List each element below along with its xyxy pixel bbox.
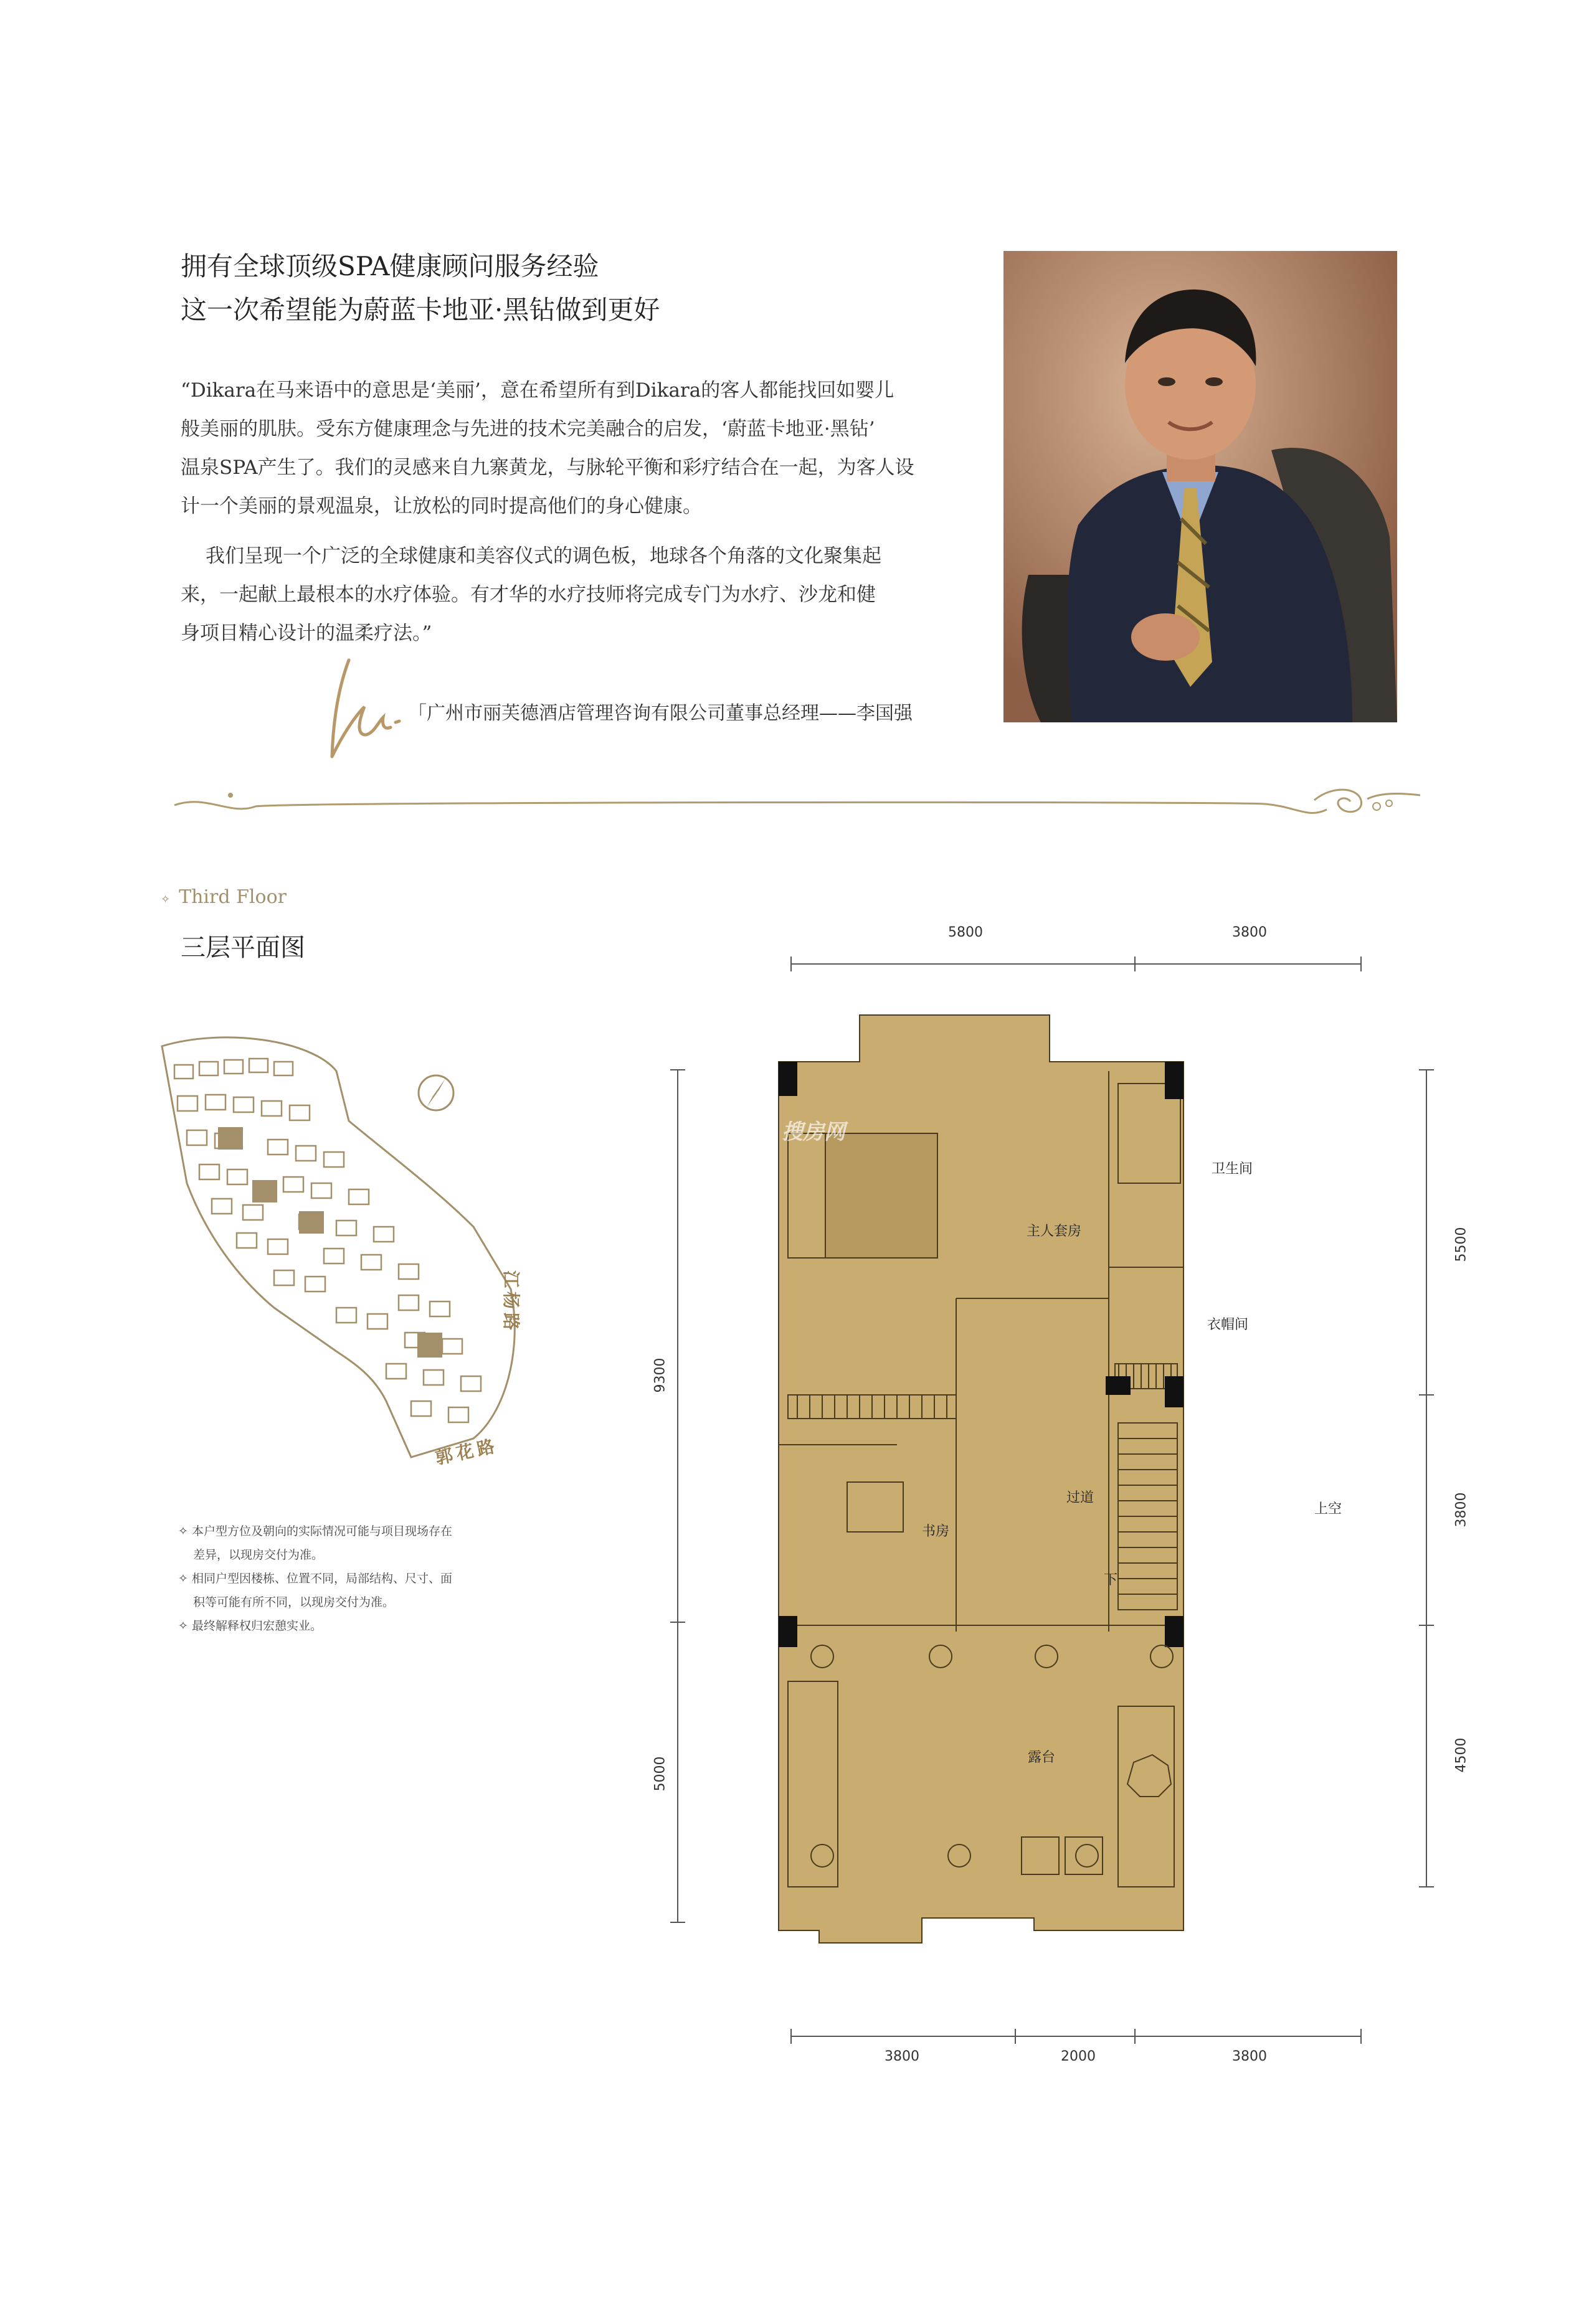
- header-line-2: 这一次希望能为蔚蓝卡地亚·黑钻做到更好: [181, 295, 660, 325]
- dim-bottom-1: 3800: [885, 2049, 919, 2064]
- room-label-closet: 衣帽间: [1207, 1317, 1249, 1333]
- quote-line: 我们呈现一个广泛的全球健康和美容仪式的调色板，地球各个角落的文化聚集起: [206, 545, 881, 567]
- dim-left-1: 9300: [652, 1358, 668, 1393]
- quote-line: “Dikara在马来语中的意思是‘美丽’，意在希望所有到Dikara的客人都能找回如婴儿: [181, 379, 894, 402]
- dim-left-2: 5000: [652, 1756, 668, 1792]
- note-bullet-icon: ✧: [178, 1619, 192, 1633]
- dim-right-2: 3800: [1453, 1492, 1469, 1528]
- dim-bottom-2: 2000: [1061, 2049, 1096, 2064]
- section-title-cn: 三层平面图: [181, 933, 305, 962]
- note-bullet-icon: ✧: [178, 1572, 192, 1585]
- stair-down-label: 下: [1104, 1572, 1118, 1588]
- note-line: ✧ 最终解释权归宏憩实业。: [178, 1619, 322, 1633]
- dim-top-2: 3800: [1232, 925, 1267, 940]
- floor-plan: [772, 1009, 1383, 1955]
- street-label-2: 郭花路: [433, 1435, 500, 1469]
- room-label-terrace: 露台: [1028, 1750, 1056, 1765]
- header-line-1: 拥有全球顶级SPA健康顾问服务经验: [181, 251, 599, 281]
- room-label-study: 书房: [922, 1524, 950, 1539]
- room-label-void: 上空: [1314, 1501, 1342, 1517]
- section-title-en-text: Third Floor: [179, 886, 287, 908]
- note-line: ✧ 本户型方位及朝向的实际情况可能与项目现场存在: [178, 1524, 452, 1538]
- quote-line: 般美丽的肌肤。受东方健康理念与先进的技术完美融合的启发，‘蔚蓝卡地亚·黑钻’: [181, 418, 875, 440]
- quote-attribution: 「广州市丽芙德酒店管理咨询有限公司董事总经理——李国强: [408, 702, 913, 724]
- quote-line: 温泉SPA产生了。我们的灵感来自九寨黄龙，与脉轮平衡和彩疗结合在一起，为客人设: [181, 456, 914, 479]
- dim-right-3: 4500: [1453, 1737, 1469, 1773]
- dim-top-1: 5800: [948, 925, 983, 940]
- note-line: 差异，以现房交付为准。: [193, 1548, 324, 1562]
- note-bullet-icon: ✧: [178, 1524, 192, 1538]
- watermark: 搜房网: [782, 1120, 845, 1145]
- quote-line: 来，一起献上最根本的水疗体验。有才华的水疗技师将完成专门为水疗、沙龙和健: [181, 583, 876, 606]
- quote-line: 计一个美丽的景观温泉，让放松的同时提高他们的身心健康。: [181, 495, 702, 517]
- quote-line: 身项目精心设计的温柔疗法。”: [181, 622, 432, 645]
- note-line: 积等可能有所不同，以现房交付为准。: [193, 1595, 395, 1609]
- dim-right-1: 5500: [1453, 1227, 1469, 1262]
- dim-bottom-3: 3800: [1232, 2049, 1267, 2064]
- room-label-bath: 卫生间: [1212, 1161, 1253, 1177]
- street-label-1: 江杨路: [501, 1270, 521, 1334]
- room-label-master: 主人套房: [1027, 1224, 1082, 1239]
- note-line: ✧ 相同户型因楼栋、位置不同，局部结构、尺寸、面: [178, 1572, 452, 1585]
- diamond-bullet-icon: ✧: [161, 893, 171, 906]
- room-label-corridor: 过道: [1066, 1490, 1094, 1506]
